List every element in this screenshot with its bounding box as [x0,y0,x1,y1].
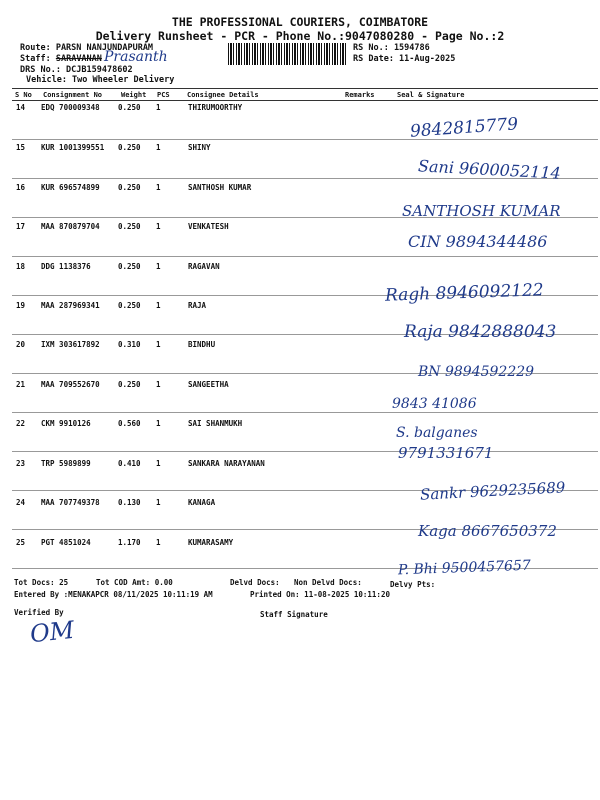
staff-label: Staff: [20,54,51,64]
rs-number: RS No.: 1594786 [353,43,430,53]
verified-by-label: Verified By [14,608,64,617]
row-sno: 24 [16,498,26,507]
row-weight: 0.250 [118,143,141,152]
row-pcs: 1 [156,340,161,349]
vehicle-type: Vehicle: Two Wheeler Delivery [26,75,175,85]
rs-date: RS Date: 11-Aug-2025 [353,54,456,64]
row-weight: 0.310 [118,340,141,349]
row-consignment: DDG 1138376 [41,262,91,271]
row-consignee: VENKATESH [188,222,229,231]
row-pcs: 1 [156,301,161,310]
staff-line [20,54,102,64]
row-consignee: SAI SHANMUKH [188,419,243,428]
row-consignment: TRP 5989899 [41,459,91,468]
row-weight: 0.560 [118,419,141,428]
verifier-signature: OM [28,615,76,649]
row-pcs: 1 [156,222,161,231]
runsheet-subtitle: Delivery Runsheet - PCR - Phone No.:9047080280 - Page No.:2 [95,29,505,43]
row-sno: 19 [16,301,26,310]
row-pcs: 1 [156,143,161,152]
handwritten-signature: 9843 41086 [392,396,477,412]
row-consignment: MAA 287969341 [41,301,100,310]
drs-number: DRS No.: DCJB159478602 [20,65,133,75]
row-pcs: 1 [156,459,161,468]
row-consignment: EDQ 700009348 [41,103,100,112]
row-consignee: THIRUMOORTHY [188,103,243,112]
row-sno: 16 [16,183,26,192]
row-sno: 20 [16,340,26,349]
handwritten-signature: 9791331671 [398,444,494,462]
row-consignee: SANKARA NARAYANAN [188,459,265,468]
table-row [12,413,598,452]
route-label: Route: PARSN NANJUNDAPURAM [20,43,154,53]
row-pcs: 1 [156,498,161,507]
handwritten-signature: P. Bhi 9500457657 [397,557,532,579]
row-consignment: MAA 707749378 [41,498,100,507]
staff-handwritten-name: Prasanth [104,49,168,65]
row-pcs: 1 [156,103,161,112]
row-weight: 0.250 [118,380,141,389]
table-header-row [12,89,598,101]
staff-struck-name: SARAVANAN [55,54,102,64]
row-weight: 0.250 [118,183,141,192]
row-weight: 1.170 [118,538,141,547]
row-consignment: IXM 303617892 [41,340,100,349]
delivery-points: Delvy Pts: [390,580,436,589]
row-consignment: CKM 9910126 [41,419,91,428]
col-remarks: Remarks [342,89,394,101]
handwritten-signature: Sani 9600052114 [417,156,562,183]
row-pcs: 1 [156,538,161,547]
handwritten-signature: CIN 9894344486 [408,232,548,251]
row-consignee: SANTHOSH KUMAR [188,183,252,192]
handwritten-signature: BN 9894592229 [418,364,535,380]
row-consignment: MAA 870879704 [41,222,100,231]
entered-by: Entered By :MENAKAPCR 08/11/2025 10:11:19 AM [14,590,213,599]
col-pcs: PCS [154,89,184,101]
staff-signature-label: Staff Signature [260,610,328,619]
row-pcs: 1 [156,419,161,428]
barcode [228,43,346,65]
row-weight: 0.250 [118,301,141,310]
row-sno: 15 [16,143,26,152]
row-consignee: KUMARASAMY [188,538,234,547]
handwritten-signature: Kaga 8667650372 [418,522,557,540]
row-consignee: SANGEETHA [188,380,229,389]
non-delivered-docs: Non Delvd Docs: [294,578,362,587]
total-cod-amount: Tot COD Amt: 0.00 [96,578,173,587]
row-sno: 21 [16,380,26,389]
handwritten-signature: SANTHOSH KUMAR [402,202,561,220]
handwritten-signature: Ragh 8946092122 [384,280,545,306]
company-title: THE PROFESSIONAL COURIERS, COIMBATORE [171,15,429,29]
printed-on: Printed On: 11-08-2025 10:11:20 [250,590,390,599]
row-consignment: MAA 709552670 [41,380,100,389]
row-weight: 0.250 [118,222,141,231]
row-pcs: 1 [156,262,161,271]
row-consignment: PGT 4851024 [41,538,91,547]
row-weight: 0.410 [118,459,141,468]
row-consignment: KUR 1001399551 [41,143,105,152]
handwritten-signature: S. balganes [396,425,478,441]
row-weight: 0.250 [118,262,141,271]
total-docs: Tot Docs: 25 [14,578,69,587]
row-sno: 22 [16,419,26,428]
row-consignee: RAJA [188,301,207,310]
handwritten-signature: 9842815779 [409,114,519,142]
delivered-docs: Delvd Docs: [230,578,280,587]
row-weight: 0.130 [118,498,141,507]
row-sno: 14 [16,103,26,112]
handwritten-signature: Raja 9842888043 [404,322,557,342]
col-sno: S No [12,89,40,101]
row-consignee: KANAGA [188,498,216,507]
handwritten-signature: Sankr 9629235689 [419,478,566,504]
row-weight: 0.250 [118,103,141,112]
col-consignee: Consignee Details [184,89,342,101]
row-consignment: KUR 696574899 [41,183,100,192]
row-sno: 17 [16,222,26,231]
row-consignee: RAGAVAN [188,262,220,271]
row-sno: 25 [16,538,26,547]
col-weight: Weight [118,89,154,101]
col-consignment: Consignment No [40,89,118,101]
row-consignee: BINDHU [188,340,216,349]
col-seal-signature: Seal & Signature [394,89,598,101]
row-sno: 23 [16,459,26,468]
row-pcs: 1 [156,380,161,389]
row-sno: 18 [16,262,26,271]
row-pcs: 1 [156,183,161,192]
row-consignee: SHINY [188,143,211,152]
